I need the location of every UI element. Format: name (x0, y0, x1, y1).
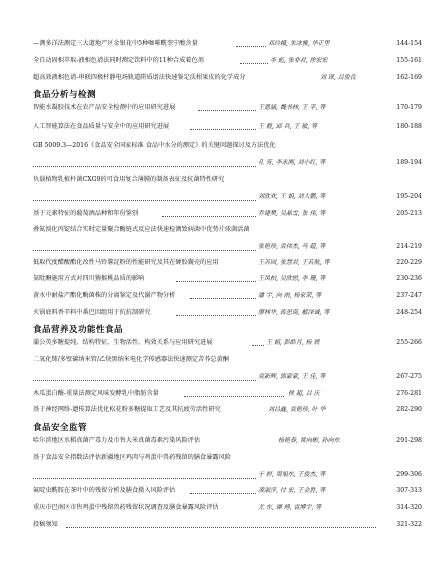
entry-pages: 189-194 (396, 159, 422, 166)
dot-leader (33, 200, 256, 201)
entry-authors: 刘 琛, 吕俊良 (320, 74, 356, 81)
dot-leader (33, 478, 256, 479)
entry-pages: 299-306 (396, 471, 422, 478)
entry-title: 木瓜蛋白酶-重量法测定风味发酵乳中脂肪含量 (33, 390, 159, 397)
entry-authors: 廖林华, 蒋思南, 解泽诚, 等 (258, 309, 330, 316)
entry-authors: 孔 芳, 李永刚, 刘小红, 等 (258, 159, 326, 166)
dot-leader (33, 250, 256, 251)
entry-authors: 王 霞, 邱 兵, 王 敏, 等 (258, 123, 318, 130)
entry-title: 投稿须知 (33, 521, 58, 528)
dot-leader (236, 46, 266, 47)
section-heading-safety: 食品安全监管 (33, 423, 88, 433)
entry-pages: 267-275 (396, 373, 422, 380)
entry-pages: 321-322 (396, 521, 422, 528)
entry-authors: 邓玲娥, 朱冰雅, 华正里 (268, 40, 330, 47)
entry-pages: 205-213 (396, 210, 422, 217)
entry-authors: 侯 超, 吕 庆 (288, 390, 320, 397)
entry-pages: 307-313 (396, 487, 422, 494)
entry-authors: 王凤柏, 吴欣慰, 李 珊, 等 (258, 275, 326, 282)
toc-entry[interactable] (0, 454, 427, 484)
entry-title: 低取代度醋酸酯化改性马铃薯淀粉的性能研究及其在硬胶囊壳的应用 (33, 259, 219, 266)
entry-title: 基于食品安全指数法评估新疆地区鸡肉与鸡蛋中兽药残留的膳食暴露风险 (33, 454, 231, 461)
dot-leader (190, 493, 256, 494)
toc-entry[interactable] (0, 176, 427, 206)
dot-leader (162, 216, 256, 217)
dot-leader (176, 315, 256, 316)
entry-authors: 尤 东, 谭 傅, 袁博宇, 等 (258, 504, 322, 511)
entry-authors: 刘吕鑫, 袁艳珍, 叶 华 (268, 406, 326, 413)
entry-title: 负载植物乳植杆菌CXG9的可食用复合薄膜的制备表征及抗菌特性研究 (33, 176, 225, 183)
entry-title: 氨吡酮施用方式对四川猕猴桃品质的影响 (33, 275, 145, 282)
dot-leader (190, 129, 256, 130)
entry-authors: 于 婷, 周旭东, 王俊杰, 等 (258, 471, 326, 478)
entry-pages: 155-161 (396, 57, 422, 64)
entry-title: 重庆市巴南区市售鸡蛋中残留兽药残留状况调查及膳食暴露风险评估 (33, 504, 219, 511)
entry-title: 火锅底料香辛料中番巴因组用于抗抗制研究 (33, 309, 151, 316)
entry-authors: 乔建樊, 吴晶雪, 张 伟, 等 (258, 210, 326, 217)
entry-pages: 144-154 (396, 40, 422, 47)
entry-authors: 杨艳春, 常向彬, 孙向东 (278, 437, 340, 444)
entry-title: 二氧化铈/多壁碳纳米管/乙炔黑纳米电化学传感器法快速测定苦荞总黄酮 (33, 356, 229, 363)
entry-authors: 刘欣欢, 王 娟, 刘大鹏, 等 (258, 193, 326, 200)
entry-authors: 王苏园, 张慧君, 王若航, 等 (258, 259, 330, 266)
entry-title: 基于元素特征的葡萄酒品种和年份鉴别 (33, 210, 139, 217)
entry-pages: 276-281 (396, 390, 422, 397)
dot-leader (33, 166, 256, 167)
entry-title: 全自动固相萃取-液相色谱法同时测定饮料中的11种合成着色剂 (33, 57, 204, 64)
entry-title: —测多洋法测定三大道地产区金银花中5种咖啡酰奎宁酸含量 (33, 40, 198, 47)
entry-authors: 张艳珍, 袁伟杰, 马 超, 等 (258, 243, 326, 250)
toc-entry[interactable] (0, 356, 427, 386)
entry-title: 人工智能算法在食品质量与安全中的应用研究进展 (33, 123, 170, 130)
entry-pages: 195-204 (396, 193, 422, 200)
entry-title: 哈尔滨地区水稻真菌产毒力及市售大米真菌毒素污染风险评估 (33, 437, 201, 444)
toc-entry[interactable] (0, 142, 427, 172)
entry-pages: 180-188 (396, 123, 422, 130)
entry-pages: 291-298 (396, 437, 422, 444)
entry-authors: 凌淑萍, 付 宏, 王金胜, 等 (258, 487, 326, 494)
entry-title: 氟啶虫酰胺在茶叶中的残留分析及膳食摄入风险评估 (33, 487, 176, 494)
entry-title: 黄水中耐盐产酯化酶菌株的分离鉴定及代谢产物分析 (33, 292, 176, 299)
entry-title: 超高效液相色谱-串联四极杆静电场轨道阱质谱法快速鉴定沃柑果皮的化学成分 (33, 74, 246, 81)
entry-pages: 220-229 (396, 259, 422, 266)
dot-leader (184, 396, 284, 397)
entry-authors: 王 娟, 彭皓月, 杨 晨 (266, 339, 320, 346)
entry-pages: 237-247 (396, 292, 422, 299)
entry-title: 智能水凝胶技术在农产品安全检测中的应用研究进展 (33, 104, 176, 111)
dot-leader (198, 110, 256, 111)
entry-pages: 162-169 (396, 74, 422, 81)
entry-pages: 282-290 (396, 406, 422, 413)
dot-leader (33, 380, 256, 381)
entry-pages: 314-320 (396, 504, 422, 511)
dot-leader (66, 527, 376, 528)
section-heading-analysis: 食品分析与检测 (33, 90, 97, 100)
dot-leader (190, 298, 256, 299)
dot-leader (252, 345, 264, 346)
entry-pages: 255-266 (396, 339, 422, 346)
entry-title: 基于神经网络-遗传算法优化松花粉多糖提取工艺及其抗疲劳活性研究 (33, 406, 221, 413)
entry-authors: 袁新辉, 郭蒙蒙, 王 佳, 等 (258, 373, 326, 380)
entry-pages: 170-179 (396, 104, 422, 111)
dot-leader (240, 63, 268, 64)
entry-title: 叠氮溴化丙锭结合实时定量聚合酶链式反应法快速检测致病菌中优势片球菌活菌 (33, 226, 250, 233)
entry-pages: 214-219 (396, 243, 422, 250)
entry-pages: 230-236 (396, 275, 422, 282)
entry-authors: 王恩涵, 魏书林, 王 平, 等 (258, 104, 326, 111)
entry-title: GB 5009.3—2016《食品安全国家标准 食品中水分的测定》的关键问题探讨及方法优化 (33, 142, 276, 149)
dot-leader (176, 281, 256, 282)
section-heading-nutrition: 食品营养及功能性食品 (33, 325, 124, 335)
entry-authors: 潘 宇, 向 雨, 杨家荣, 等 (258, 292, 322, 299)
entry-title: 蒲公英多糖提纯、结构特征、生物活性、构效关系与应用研究进展 (33, 339, 213, 346)
entry-pages: 248-254 (396, 309, 422, 316)
toc-entry[interactable] (0, 226, 427, 256)
entry-authors: 李 彪, 张非君, 徐宏宏 (270, 57, 328, 64)
